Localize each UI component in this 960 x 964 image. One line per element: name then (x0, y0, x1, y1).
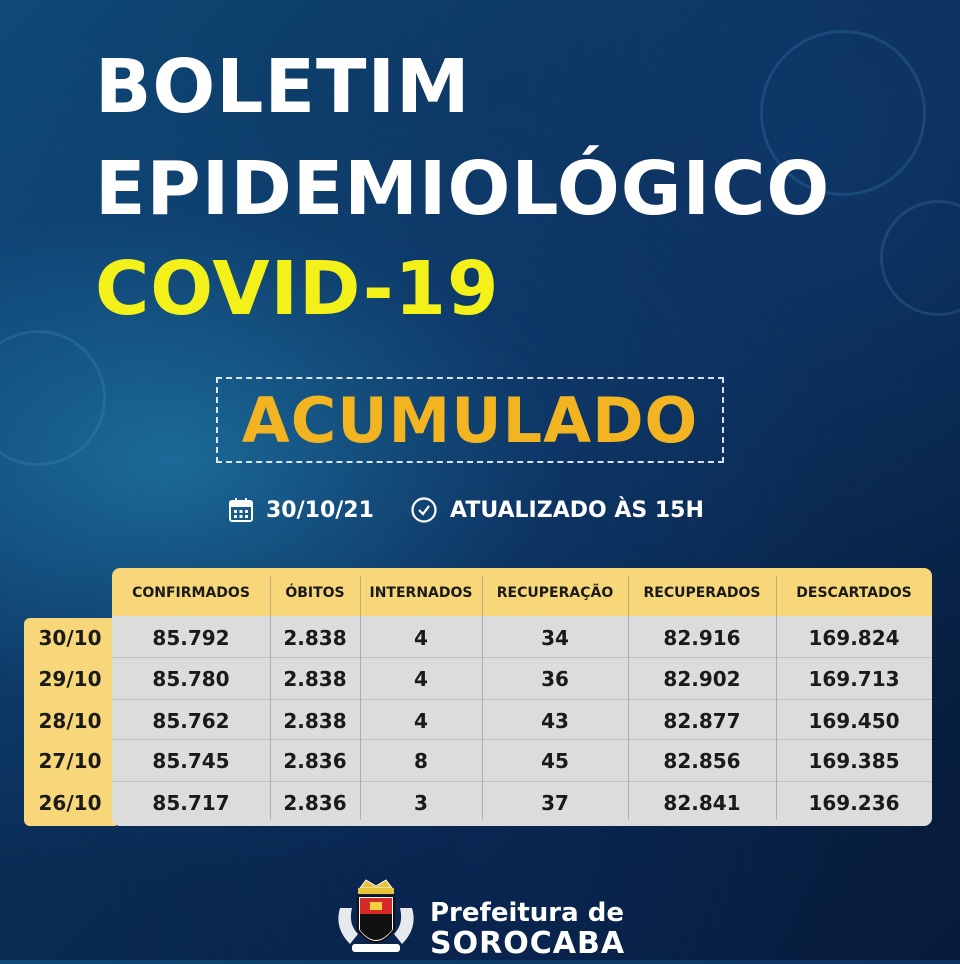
table-cell: 45 (541, 749, 569, 773)
table-cell: 36 (541, 667, 569, 691)
table-cell: 82.877 (663, 709, 741, 733)
background-virus-shape (880, 200, 960, 316)
row-date: 29/10 (38, 667, 102, 691)
table-cell: 37 (541, 791, 569, 815)
table-cell: 3 (414, 791, 428, 815)
row-date: 26/10 (38, 791, 102, 815)
table-cell: 82.902 (663, 667, 741, 691)
title-line-1: BOLETIM (95, 44, 471, 130)
accumulated-label: ACUMULADO (241, 383, 699, 457)
table-header-cell: INTERNADOS (369, 585, 473, 601)
table-cell: 4 (414, 626, 428, 650)
table-cell: 2.836 (283, 749, 347, 773)
table-cell: 4 (414, 709, 428, 733)
table-cell: 8 (414, 749, 428, 773)
table-cell: 2.838 (283, 626, 347, 650)
table-header-cell: ÓBITOS (285, 585, 345, 601)
row-date: 28/10 (38, 709, 102, 733)
footer-line-1: Prefeitura de (430, 898, 624, 928)
accumulated-badge (216, 377, 724, 463)
row-date: 27/10 (38, 749, 102, 773)
updated-text: ATUALIZADO ÀS 15H (450, 497, 704, 523)
table-header-cell: CONFIRMADOS (132, 585, 250, 601)
table-cell: 2.836 (283, 791, 347, 815)
calendar-icon (228, 497, 254, 523)
table-cell: 43 (541, 709, 569, 733)
background-virus-shape (0, 330, 106, 466)
table-cell: 85.792 (152, 626, 230, 650)
table-cell: 82.841 (663, 791, 741, 815)
table-cell: 169.236 (808, 791, 900, 815)
table-cell: 85.745 (152, 749, 230, 773)
update-time (410, 494, 704, 526)
table-cell: 2.838 (283, 667, 347, 691)
table-cell: 169.824 (808, 626, 900, 650)
date-text: 30/10/21 (266, 497, 374, 523)
table-header-cell: RECUPERADOS (643, 585, 761, 601)
table-cell: 169.450 (808, 709, 900, 733)
table-cell: 85.762 (152, 709, 230, 733)
cases-table (24, 568, 932, 826)
table-header-cell: DESCARTADOS (796, 585, 912, 601)
title-covid: COVID-19 (95, 246, 500, 332)
table-cell: 85.717 (152, 791, 230, 815)
table-cell: 82.856 (663, 749, 741, 773)
table-cell: 34 (541, 626, 569, 650)
table-header-cell: RECUPERAÇÃO (496, 585, 614, 601)
table-cell: 4 (414, 667, 428, 691)
city-hall-name (430, 900, 625, 962)
table-cell: 82.916 (663, 626, 741, 650)
table-cell: 169.713 (808, 667, 900, 691)
bulletin-date (228, 494, 374, 526)
clock-icon (410, 496, 438, 524)
footer-line-2: SOROCABA (430, 926, 626, 961)
table-cell: 169.385 (808, 749, 900, 773)
row-date: 30/10 (38, 626, 102, 650)
table-cell: 85.780 (152, 667, 230, 691)
city-coat-of-arms (330, 878, 422, 960)
table-cell: 2.838 (283, 709, 347, 733)
title-line-2: EPIDEMIOLÓGICO (95, 146, 831, 232)
